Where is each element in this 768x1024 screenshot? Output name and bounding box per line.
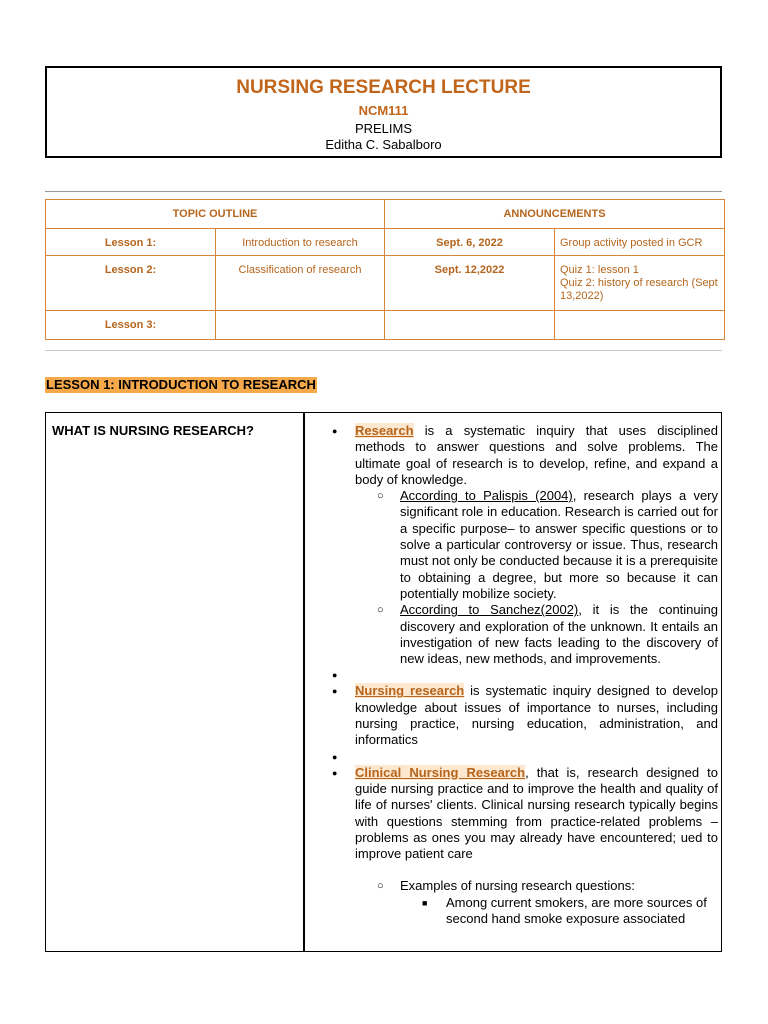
table-row: [46, 229, 725, 256]
examples-label: Examples of nursing research questions:: [400, 878, 635, 894]
announcement-note: Group activity posted in GCR: [555, 229, 725, 256]
citation-text: , it is the continuing discovery and exploration of the unknown. It entails an investigation of new facts leading to the discovery of new ideas, new methods, and improvements.: [400, 602, 718, 667]
list-item: [400, 488, 718, 602]
lesson-heading: LESSON 1: INTRODUCTION TO RESEARCH: [46, 377, 316, 392]
citation-palispis: According to Palispis (2004): [400, 488, 573, 504]
definition-list: [332, 423, 718, 927]
outline-table: [45, 199, 725, 340]
citation-sanchez: According to Sanchez(2002): [400, 602, 579, 618]
lesson-label: Lesson 3:: [46, 311, 216, 340]
table-row: [46, 256, 725, 311]
lesson-topic: Classification of research: [216, 256, 385, 311]
course-code: NCM111: [358, 103, 409, 118]
list-item: [446, 895, 718, 928]
announcements-header: ANNOUNCEMENTS: [385, 200, 725, 229]
definition-text: , that is, research designed to guide nursing practice and to improve the health and quality of life of nurses' clients. Clinical nursing research typically begins with questions stemming from practice-related problems – problems as ones you may already have encountered; ued to improve patient care: [355, 764, 718, 862]
document-title: NURSING RESEARCH LECTURE: [236, 77, 531, 98]
lesson-label: Lesson 1:: [46, 229, 216, 256]
divider-bottom: [45, 350, 722, 351]
list-item: [400, 602, 718, 667]
lesson-topic: [216, 311, 385, 340]
table-row: [46, 311, 725, 340]
question-heading: WHAT IS NURSING RESEARCH?: [52, 423, 254, 438]
lesson-label: Lesson 2:: [46, 256, 216, 311]
example-list: [400, 895, 718, 928]
spacer: [332, 749, 718, 765]
term-nursing-research: Nursing research: [355, 683, 465, 699]
term-research: Research: [355, 423, 414, 438]
announcement-date: Sept. 6, 2022: [385, 229, 555, 256]
column-divider: [303, 413, 305, 951]
spacer: [332, 667, 718, 683]
topic-outline-header: TOPIC OUTLINE: [46, 200, 385, 229]
citation-text: , research plays a very significant role in education. Research is carried out for a specific purpose– to answer specific questions or to solve a particular controversy or issue. Thus, research must not only be conducted because it is a prerequisite to obtaining a degree, but more so because it can potentially mobilize society.: [400, 488, 718, 601]
definition-text: is systematic inquiry designed to develop knowledge about issues of importance to nurses, including nursing practice, nursing education, administration, and informatics: [355, 683, 719, 748]
list-item: [332, 683, 718, 748]
divider-top: [45, 191, 722, 192]
instructor-name: Editha C. Sabalboro: [325, 137, 442, 152]
sub-list: [355, 878, 718, 927]
term-clinical-nursing-research: Clinical Nursing Research: [355, 764, 526, 780]
definitions-column: [332, 423, 718, 927]
sub-list: [355, 488, 718, 667]
example-question: Among current smokers, are more sources of second hand smoke exposure associated: [446, 894, 707, 927]
announcement-date: [385, 311, 555, 340]
spacer: [355, 862, 718, 878]
document-title-box: [45, 66, 722, 158]
announcement-note: [555, 311, 725, 340]
list-item: [332, 423, 718, 667]
term-label: PRELIMS: [354, 121, 413, 136]
announcement-note: Quiz 1: lesson 1 Quiz 2: history of research (Sept 13,2022): [555, 256, 725, 311]
definition-text: is a systematic inquiry that uses disciplined methods to answer questions and solve problems. The ultimate goal of research is to develop, refine, and expand a body of knowledge.: [355, 423, 718, 487]
list-item: [400, 878, 718, 927]
lesson-topic: Introduction to research: [216, 229, 385, 256]
announcement-date: Sept. 12,2022: [385, 256, 555, 311]
content-table: [45, 412, 722, 952]
list-item: [332, 765, 718, 928]
